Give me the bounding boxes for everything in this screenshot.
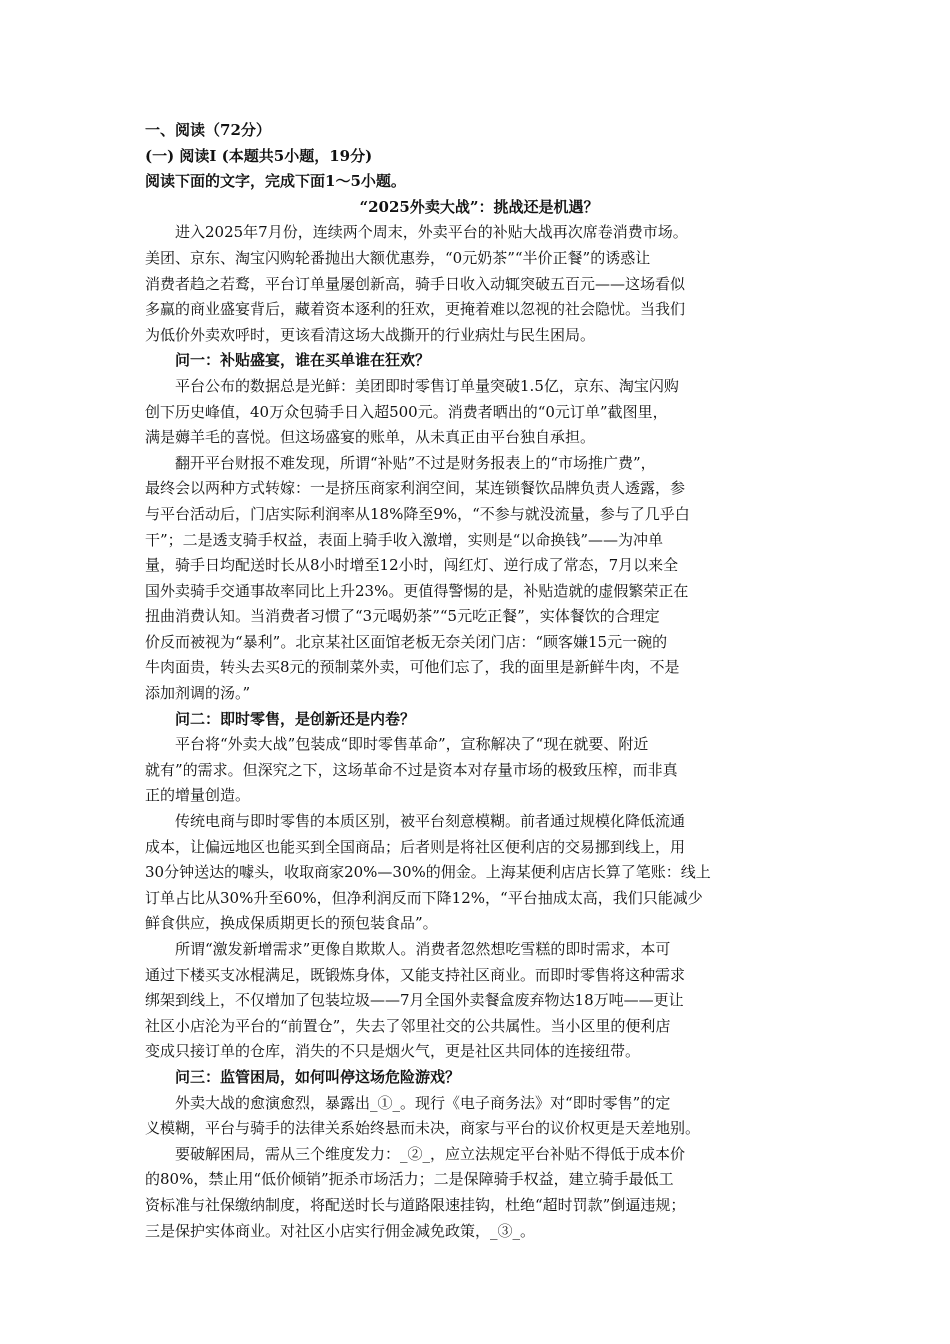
document-page (145, 118, 813, 1244)
paragraph-line: 绑架到线上，不仅增加了包装垃圾——7月全国外卖餐盒废弃物达18万吨——更让 (145, 991, 684, 1010)
paragraph (145, 1142, 813, 1244)
paragraph-line: 与平台活动后，门店实际利润率从18%降至9%，“不参与就没流量，参与了几乎白 (145, 504, 690, 523)
paragraph-line: 通过下楼买支冰棍满足，既锻炼身体，又能支持社区商业。而即时零售将这种需求 (145, 965, 686, 984)
paragraph-line: 为低价外卖欢呼时，更该看清这场大战撕开的行业病灶与民生困局。 (145, 325, 596, 344)
paragraph-line: 要破解困局，需从三个维度发力：_②_，应立法规定平台补贴不得低于成本价 (175, 1144, 686, 1163)
paragraph-line: 的80%，禁止用“低价倾销”扼杀市场活力；二是保障骑手权益，建立骑手最低工 (145, 1170, 674, 1189)
paragraph-line: 量，骑手日均配送时长从8小时增至12小时，闯红灯、逆行成了常态，7月以来全 (145, 556, 679, 575)
paragraph (145, 1091, 813, 1142)
paragraph-line: 三是保护实体商业。对社区小店实行佣金减免政策，_③_。 (145, 1221, 536, 1240)
paragraph-line: 资标准与社保缴纳制度，将配送时长与道路限速挂钩，杜绝“超时罚款”倒逼违规； (145, 1195, 686, 1214)
paragraph-line: 添加剂调的汤。” (145, 684, 251, 703)
paragraph-line: 义模糊，平台与骑手的法律关系始终悬而未决，商家与平台的议价权更是天差地别。 (145, 1119, 701, 1138)
paragraph-line: 社区小店沦为平台的“前置仓”，失去了邻里社交的公共属性。当小区里的便利店 (145, 1016, 671, 1035)
section-heading: 一、阅读（72分） (145, 121, 271, 139)
paragraph-line: 平台将“外卖大战”包装成“即时零售革命”，宣称解决了“现在就要、附近 (175, 735, 649, 754)
paragraph-line: 变成只接订单的仓库，消失的不只是烟火气，更是社区共同体的连接纽带。 (145, 1042, 641, 1061)
paragraph-line: 价反而被视为“暴利”。北京某社区面馆老板无奈关闭门店：“顾客嫌15元一碗的 (145, 632, 668, 651)
instruction: 阅读下面的文字，完成下面1～5小题。 (145, 172, 406, 191)
paragraph-line: 传统电商与即时零售的本质区别，被平台刻意模糊。前者通过规模化降低流通 (175, 812, 686, 831)
paragraph-line: 所谓“激发新增需求”更像自欺欺人。消费者忽然想吃雪糕的即时需求，本可 (175, 940, 671, 958)
paragraph (145, 220, 813, 348)
paragraph-line: 牛肉面贵，转头去买8元的预制菜外卖，可他们忘了，我的面里是新鲜牛肉，不是 (145, 658, 680, 677)
paragraph-line: 美团、京东、淘宝闪购轮番抛出大额优惠券，“0元奶茶”“半价正餐”的诱惑让 (145, 248, 651, 267)
paragraph-line: 消费者趋之若鹜，平台订单量屡创新高，骑手日收入动辄突破五百元——这场看似 (145, 274, 686, 293)
paragraph-line: 正的增量创造。 (145, 786, 251, 805)
paragraph-line: 外卖大战的愈演愈烈，暴露出_①_。现行《电子商务法》对“即时零售”的定 (175, 1093, 671, 1112)
paragraph-line: 满是薅羊毛的喜悦。但这场盛宴的账单，从未真正由平台独自承担。 (145, 428, 596, 447)
article-title: “2025外卖大战”：挑战还是机遇？ (359, 197, 599, 216)
paragraph-line: 30分钟送达的噱头，收取商家20%—30%的佣金。上海某便利店店长算了笔账：线上 (145, 863, 711, 882)
paragraph-line: 扭曲消费认知。当消费者习惯了“3元喝奶茶”“5元吃正餐”，实体餐饮的合理定 (145, 607, 660, 626)
paragraph-line: 最终会以两种方式转嫁：一是挤压商家利润空间，某连锁餐饮品牌负责人透露，参 (145, 479, 686, 498)
paragraph (145, 451, 813, 707)
paragraph-line: 翻开平台财报不难发现，所谓“补贴”不过是财务报表上的“市场推广费”， (175, 453, 656, 472)
paragraph-line: 成本，让偏远地区也能买到全国商品；后者则是将社区便利店的交易挪到线上，用 (145, 837, 686, 856)
paragraph-line: 鲜食供应，换成保质期更长的预包装食品”。 (145, 914, 438, 933)
paragraph-line: 平台公布的数据总是光鲜：美团即时零售订单量突破1.5亿，京东、淘宝闪购 (175, 376, 679, 395)
paragraph (145, 937, 813, 1065)
question-heading: 问三：监管困局，如何叫停这场危险游戏？ (175, 1067, 461, 1086)
paragraph-line: 干”；二是透支骑手权益，表面上骑手收入激增，实则是“以命换钱”——为冲单 (145, 530, 664, 549)
paragraph-line: 创下历史峰值，40万众包骑手日入超500元。消费者晒出的“0元订单”截图里， (145, 402, 668, 421)
question-heading: 问一：补贴盛宴，谁在买单谁在狂欢？ (175, 351, 431, 370)
paragraph (145, 809, 813, 937)
paragraph (145, 732, 813, 809)
paragraph (145, 374, 813, 451)
paragraph-line: 进入2025年7月份，连续两个周末，外卖平台的补贴大战再次席卷消费市场。 (175, 223, 688, 242)
article-body (145, 220, 813, 1244)
paragraph-line: 订单占比从30%升至60%，但净利润反而下降12%，“平台抽成太高，我们只能减少 (145, 888, 703, 907)
sub-heading: (一) 阅读Ⅰ (本题共5小题，19分) (145, 146, 373, 165)
paragraph-line: 多赢的商业盛宴背后，藏着资本逐利的狂欢，更掩着难以忽视的社会隐忧。当我们 (145, 300, 686, 319)
question-heading: 问二：即时零售，是创新还是内卷？ (175, 709, 416, 728)
paragraph-line: 就有”的需求。但深究之下，这场革命不过是资本对存量市场的极致压榨，而非真 (145, 760, 678, 779)
paragraph-line: 国外卖骑手交通事故率同比上升23%。更值得警惕的是，补贴造就的虚假繁荣正在 (145, 581, 689, 600)
